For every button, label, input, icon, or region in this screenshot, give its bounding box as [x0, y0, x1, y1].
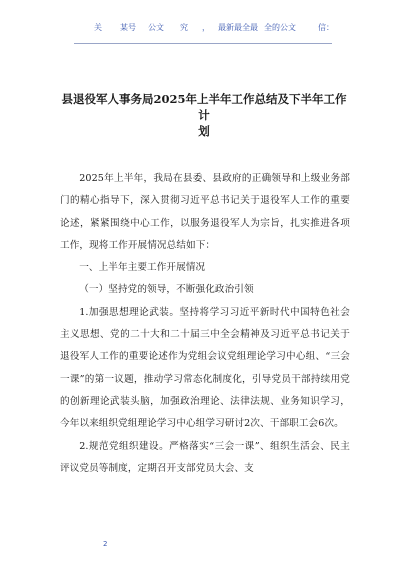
subsection-heading: （一）坚持党的领导，不断强化政治引领 — [79, 284, 254, 296]
header-fragment: 信： — [318, 23, 334, 32]
header-fragment: 公文 — [148, 23, 164, 32]
header-fragment: 全的公文 — [264, 23, 296, 32]
body-paragraph: 2.规范党组织建设。严格落实“三会一课”、组织生活会、民主评议党员等制度，定期召开支部党员大会、支 — [60, 440, 350, 474]
header-fragment: 最新最全最 — [218, 23, 258, 32]
header-fragment: 关 — [94, 23, 102, 32]
document-title-line-1: 县退役军人事务局2025年上半年工作总结及下半年工作计 — [61, 92, 347, 122]
header-fragment: 究 — [180, 23, 188, 32]
section-heading: 一、上半年主要工作开展情况 — [79, 262, 206, 274]
intro-paragraph: 2025年上半年，我局在县委、县政府的正确领导和上级业务部门的精心指导下，深入贯彻习近平总书记关于退役军人工作的重要论述，紧紧围绕中心工作，以服务退役军人为宗旨，扎实推进各项工作，现将工作开展情况总结如下： — [60, 173, 350, 251]
header-divider — [74, 43, 332, 44]
body-paragraph: 1.加强思想理论武装。坚持将学习习近平新时代中国特色社会主义思想、党的二十大和二十届三中全会精神及习近平总书记关于退役军人工作的重要论述作为党组会议党组理论学习中心组、“三会一课”的第一议题，推动学习常态化制度化，引导党员干部持续用党的创新理论武装头脑，加强政治理论、法律法规、业务知识学习，今年以来组织党组理论学习中心组学习研讨2次、干部职工会6次。 — [60, 306, 350, 430]
document-title-line-2: 划 — [198, 124, 210, 138]
header-fragment: ， — [202, 23, 210, 32]
header-fragment: 某号 — [120, 23, 136, 32]
document-body — [60, 168, 350, 480]
page-number: 2 — [103, 540, 108, 548]
